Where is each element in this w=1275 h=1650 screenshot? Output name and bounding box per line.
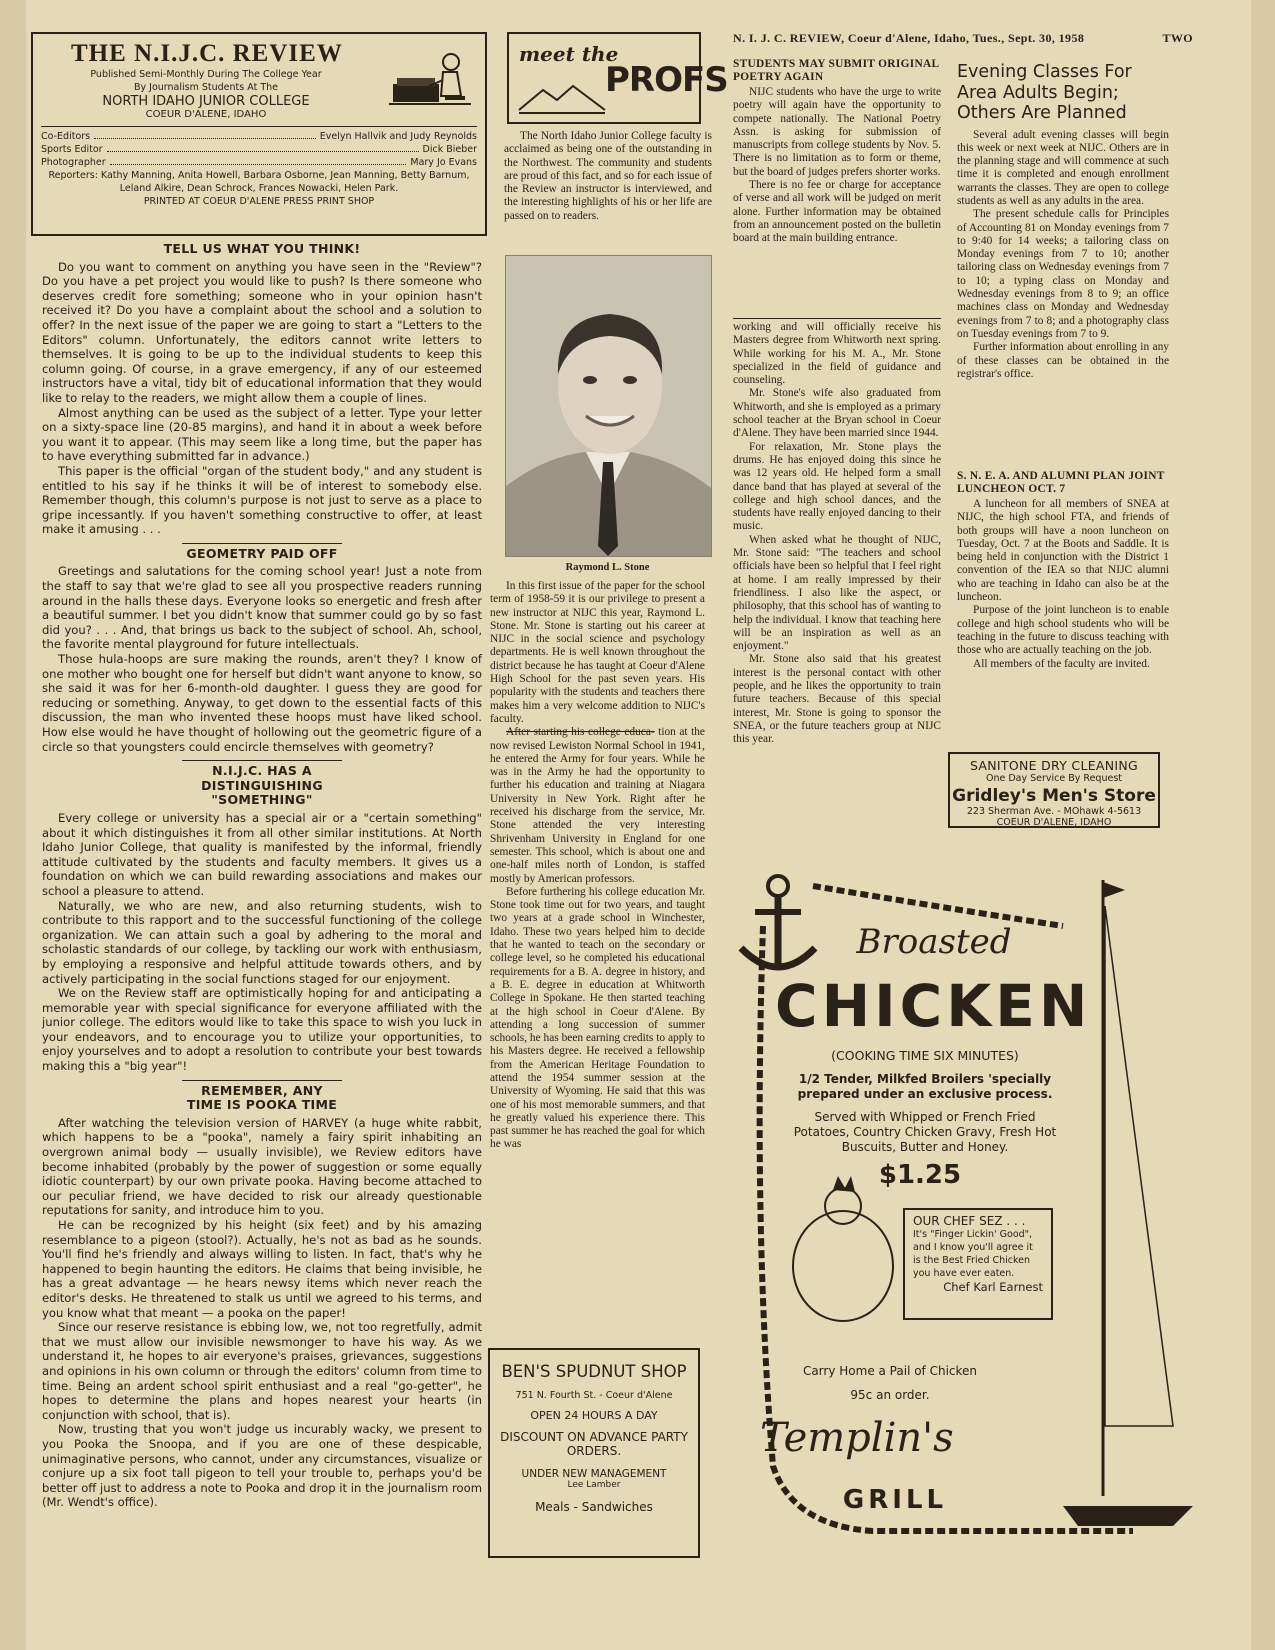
staff-name: Evelyn Hallvik and Judy Reynolds: [319, 131, 477, 142]
meet-the-profs-badge: [507, 32, 728, 124]
masthead-line1: Published Semi-Monthly During The College Year: [90, 69, 322, 80]
struck-text: After starting his college educa-: [506, 726, 655, 739]
staff-row: [41, 156, 477, 169]
spudnut-shop-ad: [488, 1348, 700, 1558]
editorial-paragraph: He can be recognized by his height (six feet) and by his amazing resemblance to a pigeon (stool?). Actually, he's not as bad as he sounds. You'll find he's friendly and always willing to listen. In fact, that's why he happened to begin haunting the editors. He claims that being invisible, he has a great advantage — he hears newsy items which never reach the editor's desks. He threatened to stalk us until we agreed to his terms, and you know what that meant — a pooka on the paper!: [42, 1218, 482, 1320]
chef-name: Chef Karl Earnest: [943, 1280, 1043, 1294]
masthead: [31, 32, 487, 236]
profs-paragraph-text: tion at the now revised Lewiston Normal School in 1941, he entered the Army for four years. While he was in the Army he had the opportunity to further his education and training at Niagara University in New York. Right after he received his discharge from the service, Mr. Stone attended the very interesting Shrivenham University in England for one semester. This school, which is about one and one-half miles north of London, is staffed mostly by American professors.: [490, 726, 705, 885]
ad-pail-price: 95c an order.: [850, 1388, 930, 1402]
ad-carry-home: Carry Home a Pail of Chicken: [802, 1364, 978, 1378]
staff-row: [41, 143, 477, 156]
staff-list: [41, 126, 477, 208]
masthead-city: COEUR D'ALENE, IDAHO: [145, 109, 267, 120]
running-head-text: N. I. J. C. REVIEW, Coeur d'Alene, Idaho, Tues., Sept. 30, 1958: [733, 31, 1085, 45]
poetry-article: [733, 58, 941, 246]
page-number: TWO: [1162, 31, 1193, 45]
editorial-column: [42, 236, 482, 1510]
mountain-logo-icon: [517, 80, 607, 116]
editorial-paragraph: We on the Review staff are optimistically hoping for and anticipating a memorable year with special significance for everyone affiliated with the junior college. The editors would like to take this space to wish you luck in your endeavors, and to encourage you to utilize your opportunities, to enjoy yourselves and to adopt a resolution to contribute your best towards making this a "big year"!: [42, 986, 482, 1074]
poetry-paragraph: There is no fee or charge for acceptance of verse and all work will be judged on merit alone. Further information may be obtained from an announcement posted on the bulletin board at the main building entrance.: [733, 179, 941, 245]
ad-line: One Day Service By Request: [985, 773, 1123, 784]
badge-profs: PROFS: [605, 60, 728, 100]
editorial-heading: TELL US WHAT YOU THINK!: [163, 241, 361, 256]
profs-paragraph: working and will officially receive his Masters degree from Whitworth next spring. While working for his M. A., Mr. Stone specialized in the field of guidance and counseling.: [733, 321, 941, 387]
sanitone-ad: [948, 752, 1160, 828]
poetry-paragraph: NIJC students who have the urge to write poetry will again have the opportunity to compete nationally. The National Poetry Assn. is asking for submission of manuscripts from college students by Nov. 5. There is no limitation as to form or theme, but the board of judges prefers shorter works.: [733, 86, 941, 178]
editorial-paragraph: Almost anything can be used as the subject of a letter. Type your letter on a sixty-space line (20-85 margins), and hand it in about a week before you want it to appear. (This may seem like a long time, but the paper has to have everything submitted far in advance.): [42, 405, 482, 464]
profs-paragraph: Mr. Stone's wife also graduated from Whitworth, and she is employed as a primary school teacher at the Bryan school in Coeur d'Alene. They have been married since 1944.: [733, 387, 941, 440]
editorial-paragraph: Greetings and salutations for the coming school year! Just a note from the staff to say that we're glad to see all you prospective readers running around in the halls these days. Everyone looks so energetic and fresh after a beautiful summer. I bet you didn't know that summer could go by so fast did you? . . . And, that brings us back to the subject of school. Ah, school, the favorite mental playground for future intellectuals.: [42, 564, 482, 652]
ad-broasted: Broasted: [856, 922, 1012, 962]
ad-manager: Lee Lamber: [567, 1480, 621, 1490]
profs-paragraph: For relaxation, Mr. Stone plays the drums. He has enjoyed doing this since he was 12 years old. He helped form a small dance band that has played at several of the college and high school dances, and the students have really enjoyed dancing to their music.: [733, 440, 941, 533]
ad-line: SANITONE DRY CLEANING: [969, 758, 1139, 773]
ad-address: 751 N. Fourth St. - Coeur d'Alene: [515, 1390, 673, 1401]
masthead-line2: By Journalism Students At The: [134, 82, 278, 93]
editorial-heading: REMEMBER, ANY TIME IS POOKA TIME: [182, 1080, 342, 1113]
profs-continued: [733, 318, 941, 747]
chef-title: OUR CHEF SEZ . . .: [913, 1214, 1026, 1228]
evening-paragraph: The present schedule calls for Principles of Accounting 81 on Monday evenings from 7 to 9:40 for 14 weeks; a tailoring class on Monday evenings from 7 to 10; another tailoring class on Wednesday evenings from 7 to 10; a typing class on Monday and Wednesday evenings from 8 to 9; an office machines class on Monday and Wednesday evenings from 7 to 8; and a photography class on Tuesday evenings from 7 to 9.: [957, 208, 1169, 340]
profs-body: [490, 580, 705, 1152]
rooster-icon: [793, 1176, 893, 1321]
poetry-heading: STUDENTS MAY SUBMIT ORIGINAL POETRY AGAIN: [733, 58, 939, 83]
chef-quote: It's "Finger Lickin' Good", and I know you'll agree it is the Best Fried Chicken you have ever eaten.: [913, 1229, 1033, 1279]
portrait-icon: [506, 256, 711, 556]
editorial-paragraph: After watching the television version of HARVEY (a huge white rabbit, which happens to be a "pooka", namely a fairy spirit inhabiting an overgrown animal body — usually invisible), we Review editors have become inhabited (probably by the power of suggestion or some equally idiotic counterpart) by our own private pooka. Having become attached to our peculiar friend, we have decided to risk our already questionable reputations for sanity, and introduce him to you.: [42, 1115, 482, 1218]
running-head: [733, 31, 1193, 46]
profs-paragraph: Mr. Stone also said that his greatest interest is the personal contact with other people, and he likes the opportunity to train future teachers. Because of this special interest, Mr. Stone is going to sponsor the SNEA, or the future teachers group at NIJC this year.: [733, 653, 941, 746]
editorial-paragraph: Every college or university has a special air or a "certain something" about it which distinguishes it from all other similar institutions. At North Idaho Junior College, that quality is manifested by the informal, friendly attitude cultivated by the students and faculty members. It gives us a foundation on which we can build rewarding associations and makes our school a pleasure to attend.: [42, 810, 482, 898]
editorial-heading: GEOMETRY PAID OFF: [182, 543, 342, 562]
ad-menu: Meals - Sandwiches: [535, 1500, 653, 1514]
profs-paragraph: In this first issue of the paper for the school term of 1958-59 it is our privilege to present a new instructor at NIJC this year, Raymond L. Stone. Mr. Stone is starting out his career at NIJC in the social science and psychology departments. He is well known throughout the district because he has taught at Coeur d'Alene High School for the past seven years. His popularity with the students and teachers there makes him a very welcome addition to NIJC's faculty.: [490, 580, 705, 725]
ad-cooking-time: (COOKING TIME SIX MINUTES): [831, 1048, 1019, 1063]
ad-store-name: Gridley's Men's Store: [952, 786, 1156, 806]
snea-heading: S. N. E. A. AND ALUMNI PLAN JOINT LUNCHEON OCT. 7: [957, 470, 1165, 495]
editorial-paragraph: Those hula-hoops are sure making the rounds, aren't they? I know of one mother who bought one for herself but didn't want anyone to know, so she said it was for her 6-month-old daughter. I guess they are good for reducing or something. Anyway, to get down to the essential facts of this discussion, the man who invented these hoops must have liked school. How else would he have thought of hollowing out the geometric figure of a circle so that youngsters could encircle themselves with geometry?: [42, 652, 482, 754]
ad-city: COEUR D'ALENE, IDAHO: [996, 817, 1112, 828]
editorial-paragraph: Since our reserve resistance is ebbing low, we, not too regretfully, admit that we must allow our invisible newsmonger to have his way. As we understand it, he hopes to air everyone's praises, grievances, suggestions and opinions in his own column or through the editors' column from time to time. Being an ardent school spirit enthusiast and a real "go-getter", he hopes to determine the plans and hopes nearest your hearts (in conjunction with school, that is).: [42, 1320, 482, 1422]
editorial-paragraph: Now, trusting that you won't judge us incurably wacky, we present to you Pooka the Snoopa, and if you are one of these despicable, unimaginative persons, who cannot, under any circumstances, visualize or conjure up a six foot tall pigeon to tell your trouble to, perhaps you'd be better off just to address a note to Pooka and drop it in the journalism room (Mr. Wendt's office).: [42, 1422, 482, 1510]
evening-paragraph: Further information about enrolling in any of these classes can be obtained in the registrar's office.: [957, 341, 1169, 380]
ad-shop-name: BEN'S SPUDNUT SHOP: [501, 1362, 687, 1381]
ad-description: 1/2 Tender, Milkfed Broilers 'specially prepared under an exclusive process.: [797, 1072, 1053, 1101]
ad-hours: OPEN 24 HOURS A DAY: [530, 1409, 658, 1422]
masthead-title: THE N.I.J.C. REVIEW: [71, 40, 343, 67]
chef-quote-box: [903, 1208, 1053, 1320]
snea-paragraph: A luncheon for all members of SNEA at NIJC, the high school FTA, and friends of both groups will have a noon luncheon on Tuesday, Oct. 7 at the Boots and Saddle. It is being held in conjunction with the District 1 convention of the IEA so that NIJC alumni who are teaching in Idaho can also be at the luncheon.: [957, 498, 1169, 604]
ad-address: 223 Sherman Ave. - MOhawk 4-5613: [966, 806, 1142, 817]
ad-chicken-title: CHICKEN: [775, 972, 1092, 1040]
reporters-list: Reporters: Kathy Manning, Anita Howell, Barbara Osborne, Jean Manning, Betty Barnum, Leland Alkire, Dean Schrock, Frances Nowacki, Helen Park.: [48, 170, 470, 194]
ad-discount: DISCOUNT ON ADVANCE PARTY ORDERS.: [500, 1430, 688, 1458]
profs-paragraph: Before furthering his college education Mr. Stone took time out for two years, and taught two years at a grade school in Winchester, Idaho. These two years helped him to decide that he wanted to teach on the secondary or college level, so he completed his educational requirements for a B. A. degree in history, and a B. E. degree in education at Whitworth College in Spokane. He then started teaching at the high school in Coeur d'Alene. By attending a long succession of summer schools, he has been earning credits to apply to his Masters degree. He received a fellowship from the American Heritage Foundation to attend the 1954 summer session at the University of Wyoming. He said that this was one of his most memorable summers, and that he greatly valued his experience there. This past summer he has reached the goal for which he was: [490, 885, 705, 1151]
masthead-school: NORTH IDAHO JUNIOR COLLEGE: [102, 94, 310, 109]
staff-name: Dick Bieber: [422, 144, 477, 155]
evening-heading: Evening Classes For Area Adults Begin; Others Are Planned: [957, 62, 1132, 123]
evening-paragraph: Several adult evening classes will begin this week or next week at NIJC. Others are in the planning stage and will commence at such time it is completed and enough enrollment warrants the classes. They are open to college students as well as any adults in the area.: [957, 128, 1169, 207]
staff-name: Mary Jo Evans: [410, 157, 477, 168]
ad-served-with: Served with Whipped or French Fried Potatoes, Country Chicken Gravy, Fresh Hot Buscuits, Butter and Honey.: [793, 1110, 1057, 1154]
staff-row: [41, 130, 477, 143]
ad-management: UNDER NEW MANAGEMENT: [521, 1468, 667, 1480]
ad-templins: Templin's: [760, 1415, 954, 1461]
editorial-paragraph: Naturally, we who are new, and also returning students, wish to contribute to this rapport and to the successful functioning of the college organization. We can attain such a goal by adhering to the moral and scholastic standards of our college, by tackling our work with enthusiasm, by employing a responsive and helpful attitude towards others, and by actively participating in the social functions staged for our enjoyment.: [42, 898, 482, 986]
snea-article: [957, 470, 1169, 671]
staff-role: Co-Editors: [41, 131, 91, 142]
ad-price: $1.25: [878, 1160, 962, 1190]
staff-role: Photographer: [41, 157, 106, 168]
raymond-stone-photo: [505, 255, 712, 557]
photo-caption: Raymond L. Stone: [565, 562, 650, 573]
typist-illustration-icon: [385, 44, 475, 114]
editorial-paragraph: Do you want to comment on anything you have seen in the "Review"? Do you have a pet project you would like to push? Is there someone who deserves credit fore something; someone who in your opinion hasn't received it? Do you have a complaint about the school and a solution to offer? In the next issue of the paper we are going to start a "Letters to the Editors" column. Unfortunately, the editors cannot write letters to themselves. It is going to be up to the individual students to keep this column going. Of course, in a grave emergency, if any of our esteemed instructors have a vital, tidy bit of educational information that they would like to relay to the readers, we might allow them a couple of lines.: [42, 259, 482, 405]
staff-role: Sports Editor: [41, 144, 103, 155]
profs-intro: [504, 130, 712, 223]
profs-paragraph: When asked what he thought of NIJC, Mr. Stone said: "The teachers and school officials have been so helpful that I feel right at home. I am really impressed by their friendliness. I also like the aspect, or philosophy, that this school has of wanting to help the individual. I know that teaching here will be an inspiration as well as an enjoyment.": [733, 533, 941, 653]
evening-classes-article: [957, 62, 1169, 381]
badge-meet: meet the: [519, 42, 619, 66]
editorial-heading: N.I.J.C. HAS A DISTINGUISHING "SOMETHING": [182, 760, 342, 808]
anchor-icon: [741, 876, 815, 967]
snea-paragraph: All members of the faculty are invited.: [973, 657, 1150, 670]
editorial-paragraph: This paper is the official "organ of the student body," and any student is entitled to his say if he thinks it will be of interest to somebody else. Remember though, this column's purpose is not just to serve as a place to gripe incessantly. If you haven't something constructive to offer, at least make it amusing . . .: [42, 463, 482, 537]
printer-credit: PRINTED AT COEUR D'ALENE PRESS PRINT SHOP: [143, 196, 375, 207]
snea-paragraph: Purpose of the joint luncheon is to enable college and high school students who will be teaching in the future to discuss teaching with those who are actually teaching on the job.: [957, 604, 1169, 657]
ad-grill: GRILL: [842, 1485, 948, 1515]
profs-paragraph: [490, 726, 705, 886]
profs-intro-text: The North Idaho Junior College faculty is acclaimed as being one of the outstanding in the Northwest. The community and students are proud of this fact, and so for each issue of the Review an instructor is interviewed, and the interesting highlights of his or her life are passed on to readers.: [504, 130, 712, 222]
